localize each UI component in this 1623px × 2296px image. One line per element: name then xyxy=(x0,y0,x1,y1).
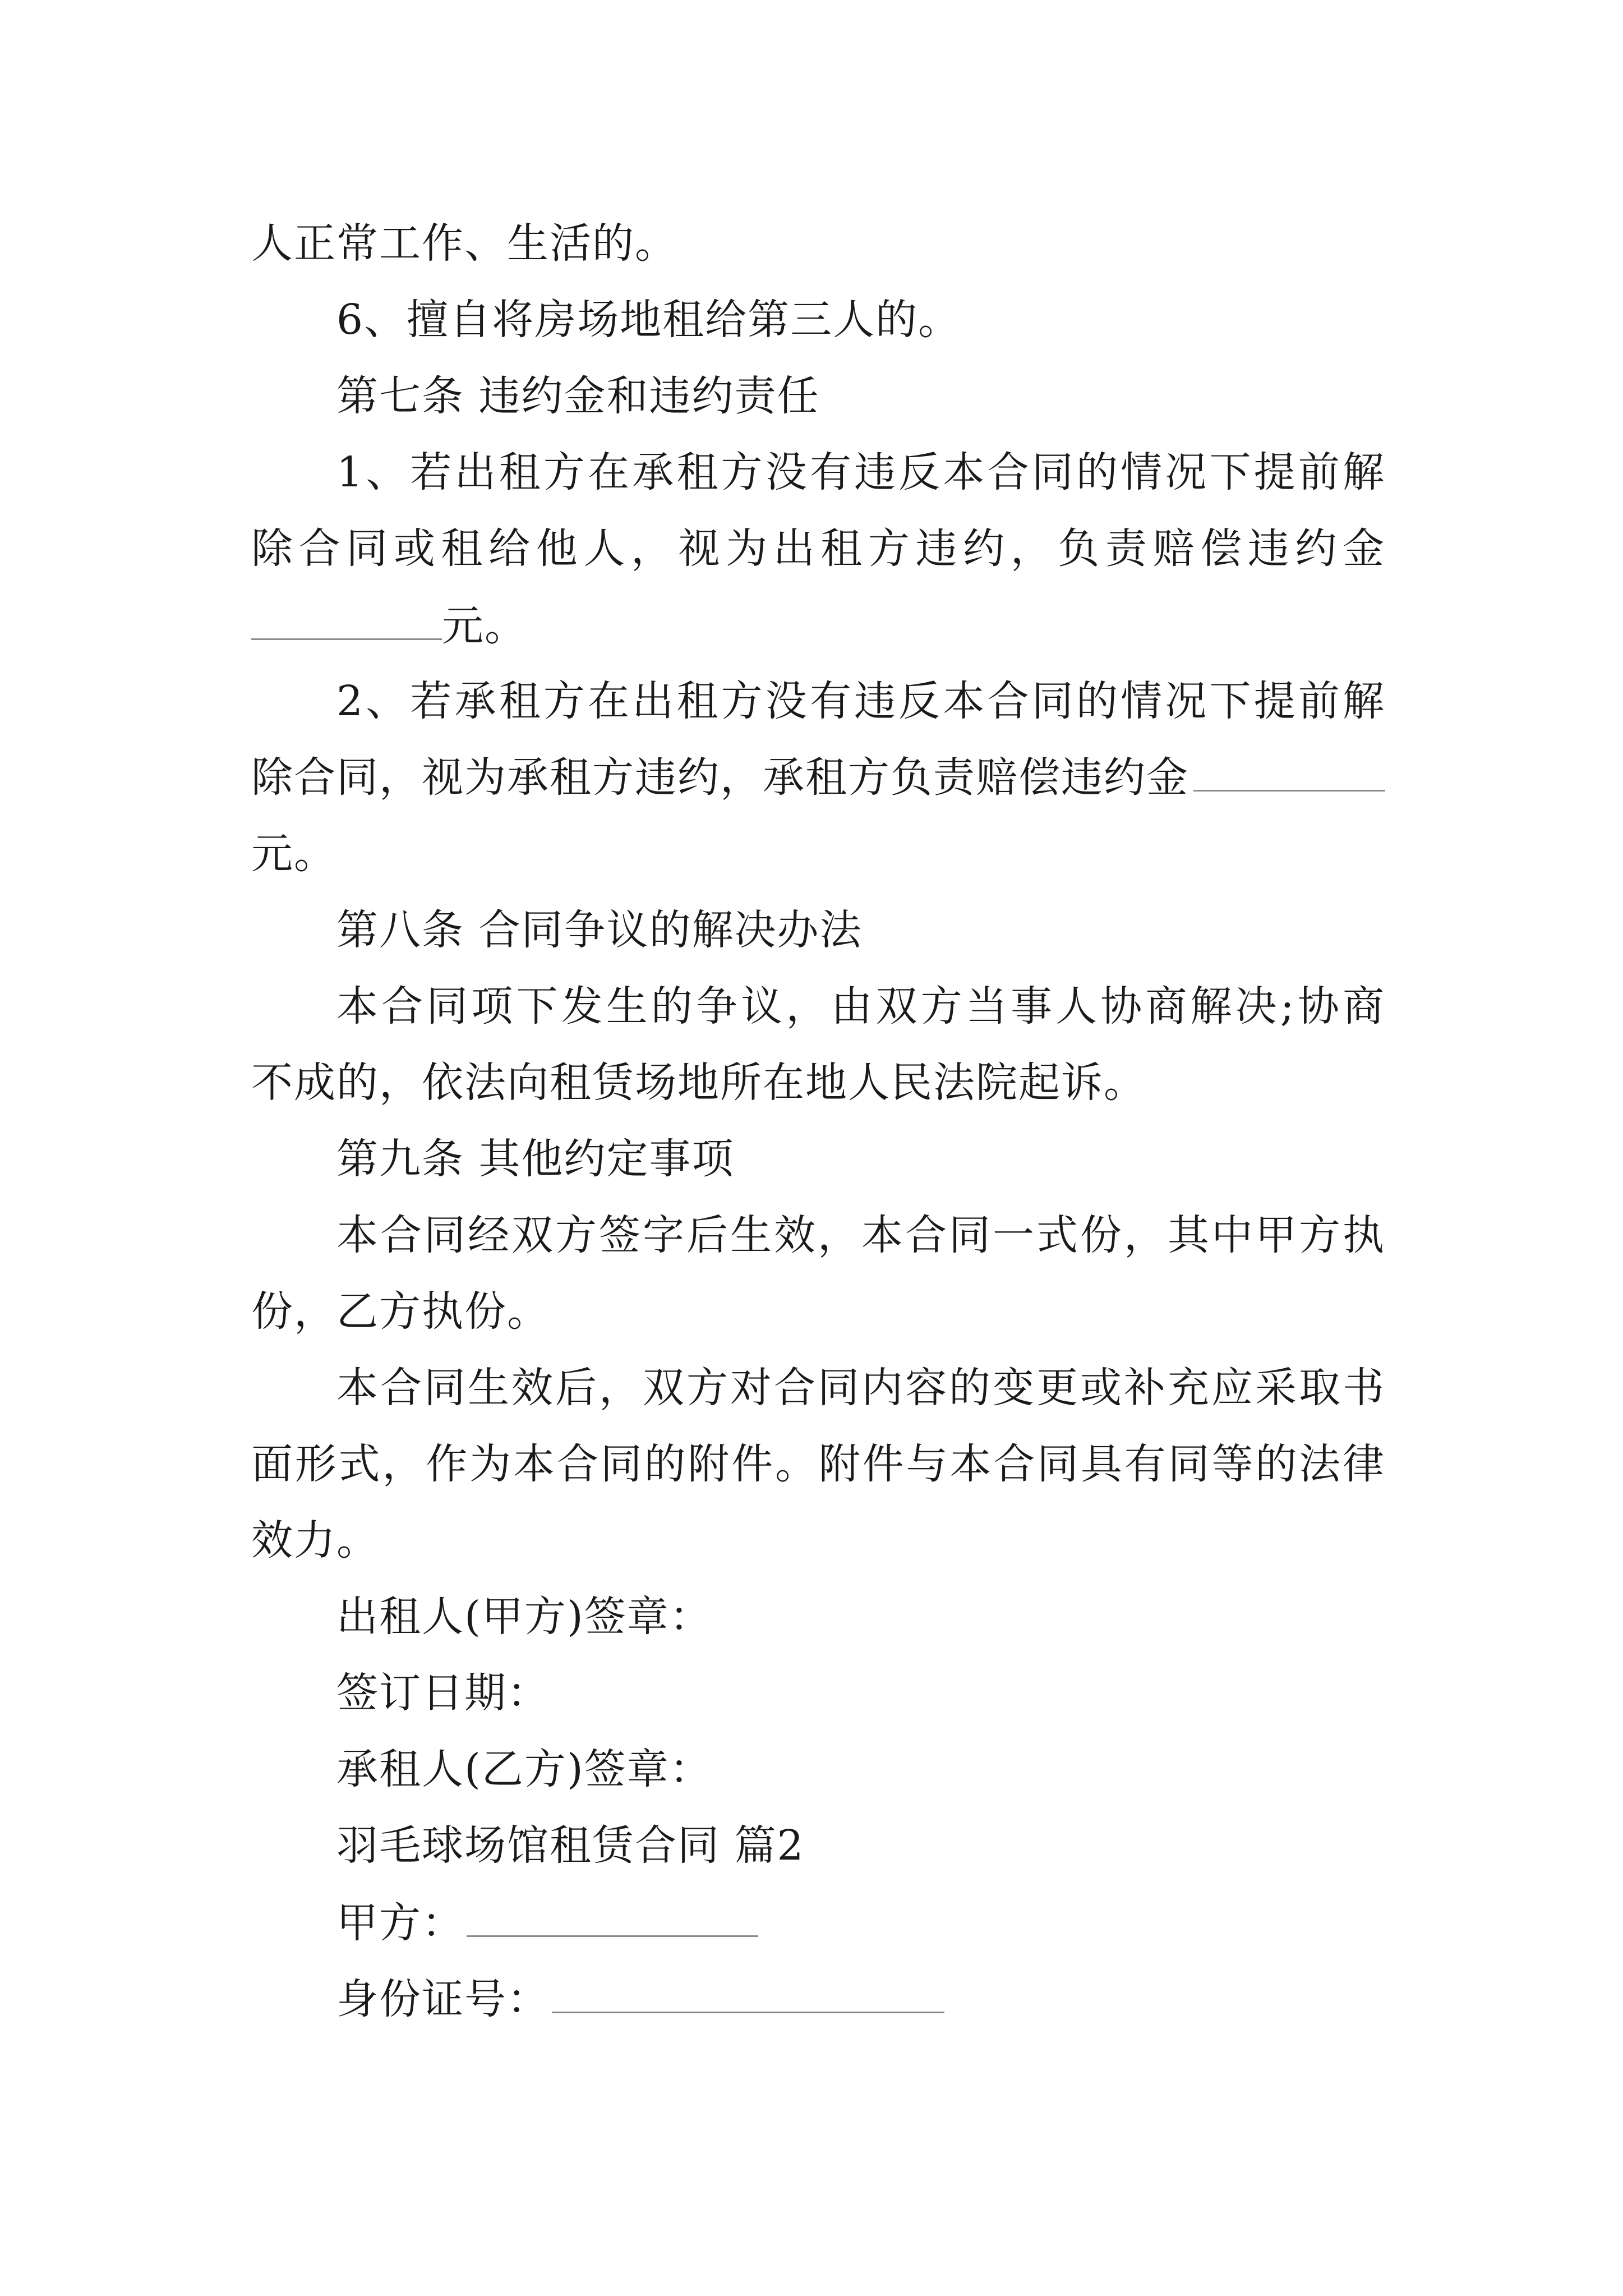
contract-title: 羽毛球场馆租赁合同 篇2 xyxy=(336,1821,805,1870)
signature-lessor: 出租人(甲方)签章： xyxy=(336,1593,712,1641)
clause-item: 6、擅自将房场地租给第三人的。 xyxy=(336,296,961,344)
text-fragment: 元。 xyxy=(442,602,527,650)
fill-in-blank[interactable] xyxy=(251,597,442,640)
party-a-blank[interactable] xyxy=(467,1894,758,1937)
signing-date: 签订日期： xyxy=(336,1669,550,1717)
text-line: 份，乙方执份。 xyxy=(251,1287,550,1336)
paragraph-line: 本合同项下发生的争议，由双方当事人协商解决;协商 xyxy=(336,982,1385,1030)
field-label: 身份证号： xyxy=(336,1975,550,2023)
section-heading: 第八条 合同争议的解决办法 xyxy=(336,906,863,954)
text-line-with-blank xyxy=(251,597,527,654)
party-a-field xyxy=(336,1894,758,1951)
id-number-field xyxy=(336,1970,944,2027)
clause-item: 2、若承租方在出租方没有违反本合同的情况下提前解 xyxy=(336,677,1385,725)
id-number-blank[interactable] xyxy=(552,1970,944,2013)
text-line: 面形式，作为本合同的附件。附件与本合同具有同等的法律 xyxy=(251,1440,1385,1488)
field-label: 甲方： xyxy=(336,1899,464,1947)
section-heading: 第九条 其他约定事项 xyxy=(336,1135,735,1183)
signature-lessee: 承租人(乙方)签章： xyxy=(336,1745,712,1793)
text-line: 效力。 xyxy=(251,1516,379,1565)
text-line-with-blank xyxy=(251,749,1385,806)
paragraph-line: 本合同生效后，双方对合同内容的变更或补充应采取书 xyxy=(336,1364,1385,1412)
text-line: 不成的，依法向租赁场地所在地人民法院起诉。 xyxy=(251,1059,1146,1107)
paragraph-line: 本合同经双方签字后生效，本合同一式份，其中甲方执 xyxy=(336,1211,1385,1259)
text-fragment: 除合同，视为承租方违约，承租方负责赔偿违约金 xyxy=(251,753,1189,802)
text-line: 除合同或租给他人，视为出租方违约，负责赔偿违约金 xyxy=(251,524,1385,573)
fill-in-blank[interactable] xyxy=(1193,784,1385,792)
clause-item: 1、若出租方在承租方没有违反本合同的情况下提前解 xyxy=(336,448,1385,496)
text-line: 人正常工作、生活的。 xyxy=(251,219,677,268)
text-line: 元。 xyxy=(251,830,336,878)
section-heading: 第七条 违约金和违约责任 xyxy=(336,372,820,420)
